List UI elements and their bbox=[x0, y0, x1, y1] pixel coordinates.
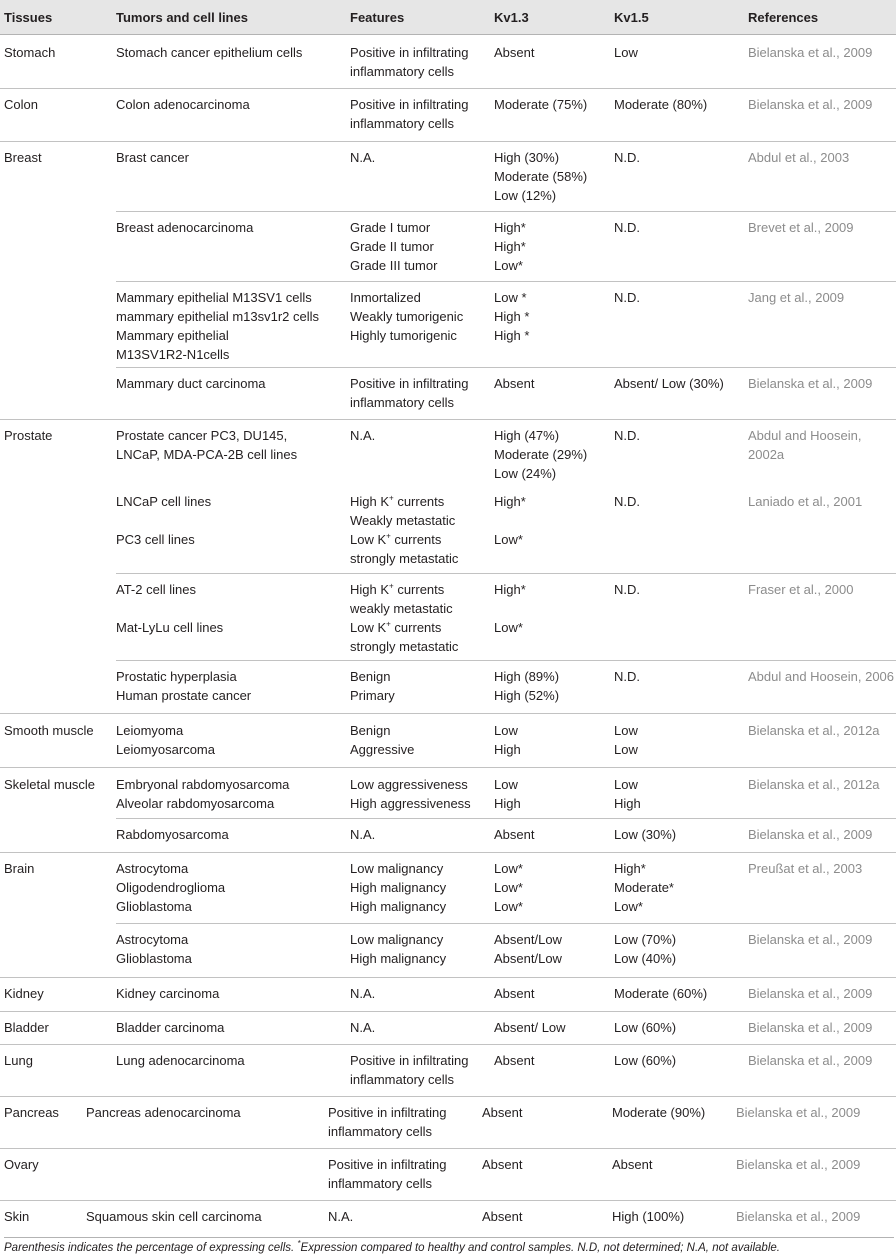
header-references: References bbox=[748, 10, 819, 25]
cell-features: Benign Primary bbox=[350, 669, 395, 703]
cell-tumor: Prostate cancer PC3, DU145, LNCaP, MDA-PCA-2B cell lines bbox=[116, 428, 298, 462]
cell-tumor: Lung adenocarcinoma bbox=[116, 1053, 245, 1068]
cell-tumor: Astrocytoma Oligodendroglioma Glioblastoma bbox=[116, 861, 226, 914]
cell-features: Benign Aggressive bbox=[350, 723, 415, 757]
row-divider bbox=[0, 852, 896, 853]
cell-kv15: N.D. bbox=[614, 150, 640, 165]
cell-ref: Abdul et al., 2003 bbox=[748, 150, 850, 165]
cell-tumor: Mammary duct carcinoma bbox=[116, 376, 266, 391]
row-divider bbox=[0, 713, 896, 714]
cell-ref: Preußat et al., 2003 bbox=[748, 861, 863, 876]
cell-kv15: Moderate (60%) bbox=[614, 986, 708, 1001]
cell-tumor: Breast adenocarcinoma bbox=[116, 220, 254, 235]
table-header bbox=[0, 0, 896, 35]
cell-features: N.A. bbox=[350, 428, 376, 443]
cell-ref: Bielanska et al., 2009 bbox=[748, 45, 873, 60]
cell-tissue: Kidney bbox=[4, 986, 44, 1001]
cell-ref: Bielanska et al., 2009 bbox=[748, 827, 873, 842]
cell-kv15: Moderate (80%) bbox=[614, 97, 708, 112]
cell-features: Low aggressiveness High aggressiveness bbox=[350, 777, 471, 811]
cell-tissue: Skin bbox=[4, 1209, 30, 1224]
cell-tumor: Colon adenocarcinoma bbox=[116, 97, 250, 112]
cell-tumor: Embryonal rabdomyosarcoma Alveolar rabdomyosarcoma bbox=[116, 777, 290, 811]
cell-ref: Bielanska et al., 2009 bbox=[736, 1157, 861, 1172]
cell-tumor: Mammary epithelial M13SV1 cells mammary epithelial m13sv1r2 cells Mammary epithelial M13SV1R2-N1cells bbox=[116, 290, 320, 362]
cell-ref: Jang et al., 2009 bbox=[748, 290, 845, 305]
header-tissues: Tissues bbox=[4, 10, 53, 25]
cell-kv15: Low (60%) bbox=[614, 1053, 677, 1068]
cell-features: N.A. bbox=[350, 827, 376, 842]
cell-kv13: Absent bbox=[494, 986, 535, 1001]
row-divider bbox=[116, 367, 896, 368]
cell-kv15: High (100%) bbox=[612, 1209, 685, 1224]
row-divider bbox=[116, 211, 896, 212]
cell-tissue: Smooth muscle bbox=[4, 723, 94, 738]
footnote bbox=[4, 1237, 894, 1256]
cell-tumor: Brast cancer bbox=[116, 150, 189, 165]
cell-kv13: Moderate (75%) bbox=[494, 97, 588, 112]
row-divider bbox=[116, 923, 896, 924]
row-divider bbox=[0, 419, 896, 420]
row-divider bbox=[0, 88, 896, 89]
cell-tumor: PC3 cell lines bbox=[116, 532, 195, 547]
cell-kv13: Absent bbox=[494, 1053, 535, 1068]
cell-kv13: Absent bbox=[494, 45, 535, 60]
cell-kv15: N.D. bbox=[614, 582, 640, 597]
cell-tumor: Astrocytoma Glioblastoma bbox=[116, 932, 192, 966]
cell-kv15: N.D. bbox=[614, 669, 640, 684]
cell-tumor: Bladder carcinoma bbox=[116, 1020, 225, 1035]
row-divider bbox=[116, 573, 896, 574]
cell-kv13: Low * High * High * bbox=[494, 290, 530, 343]
cell-ref: Bielanska et al., 2009 bbox=[736, 1209, 861, 1224]
cell-ref: Abdul and Hoosein, 2006 bbox=[748, 669, 895, 684]
cell-kv13: Absent bbox=[482, 1105, 523, 1120]
cell-ref: Bielanska et al., 2009 bbox=[748, 97, 873, 112]
cell-features: Positive in infiltrating inflammatory cells bbox=[350, 97, 469, 131]
cell-kv13: Low* bbox=[494, 532, 523, 547]
cell-kv13: Absent bbox=[482, 1209, 523, 1224]
cell-features: Inmortalized Weakly tumorigenic Highly tumorigenic bbox=[350, 290, 464, 343]
cell-ref: Bielanska et al., 2009 bbox=[748, 1020, 873, 1035]
cell-features: Positive in infiltrating inflammatory cells bbox=[350, 45, 469, 79]
cell-ref: Fraser et al., 2000 bbox=[748, 582, 854, 597]
cell-kv15: Moderate (90%) bbox=[612, 1105, 706, 1120]
cell-features: N.A. bbox=[350, 986, 376, 1001]
cell-features: Positive in infiltrating inflammatory cells bbox=[328, 1105, 447, 1139]
cell-tumor: AT-2 cell lines bbox=[116, 582, 196, 597]
row-divider bbox=[116, 281, 896, 282]
cell-features: Grade I tumor Grade II tumor Grade III tumor bbox=[350, 220, 438, 273]
cell-tissue: Ovary bbox=[4, 1157, 39, 1172]
header-kv15: Kv1.5 bbox=[614, 10, 649, 25]
row-divider bbox=[116, 660, 896, 661]
cell-ref: Bielanska et al., 2009 bbox=[748, 932, 873, 947]
cell-ref: Bielanska et al., 2012a bbox=[748, 777, 880, 792]
cell-features: Positive in infiltrating inflammatory cells bbox=[350, 1053, 469, 1087]
cell-tumor: Rabdomyosarcoma bbox=[116, 827, 229, 842]
cell-tissue: Breast bbox=[4, 150, 42, 165]
row-divider bbox=[0, 767, 896, 768]
cell-tumor: Mat-LyLu cell lines bbox=[116, 620, 224, 635]
cell-kv15: Low Low bbox=[614, 723, 638, 757]
header-features: Features bbox=[350, 10, 405, 25]
row-divider bbox=[0, 1011, 896, 1012]
cell-kv13: Low High bbox=[494, 777, 521, 811]
cell-tissue: Stomach bbox=[4, 45, 56, 60]
cell-kv15: Low (70%) Low (40%) bbox=[614, 932, 677, 966]
cell-kv13: High* bbox=[494, 582, 526, 597]
cell-features: Low malignancy High malignancy bbox=[350, 932, 447, 966]
cell-tumor: LNCaP cell lines bbox=[116, 494, 212, 509]
header-kv13: Kv1.3 bbox=[494, 10, 529, 25]
cell-tissue: Pancreas bbox=[4, 1105, 59, 1120]
cell-kv13: High* High* Low* bbox=[494, 220, 526, 273]
cell-features: Low K+ currents strongly metastatic bbox=[350, 531, 459, 566]
cell-features: N.A. bbox=[328, 1209, 354, 1224]
cell-kv15: Low (60%) bbox=[614, 1020, 677, 1035]
cell-kv15: Absent bbox=[612, 1157, 653, 1172]
cell-tumor: Squamous skin cell carcinoma bbox=[86, 1209, 262, 1224]
cell-kv13: Absent bbox=[494, 827, 535, 842]
cell-kv15: Absent/ Low (30%) bbox=[614, 376, 724, 391]
cell-ref: Bielanska et al., 2012a bbox=[748, 723, 880, 738]
cell-kv13: High (30%) Moderate (58%) Low (12%) bbox=[494, 150, 588, 203]
cell-features: Positive in infiltrating inflammatory cells bbox=[350, 376, 469, 410]
cell-tumor: Pancreas adenocarcinoma bbox=[86, 1105, 241, 1120]
cell-ref: Abdul and Hoosein, 2002a bbox=[748, 428, 862, 462]
cell-tissue: Colon bbox=[4, 97, 38, 112]
cell-kv13: High* bbox=[494, 494, 526, 509]
cell-features: High K+ currents Weakly metastatic bbox=[350, 493, 456, 528]
cell-ref: Laniado et al., 2001 bbox=[748, 494, 863, 509]
cell-kv15: Low High bbox=[614, 777, 641, 811]
row-divider bbox=[0, 1044, 896, 1045]
cell-ref: Bielanska et al., 2009 bbox=[736, 1105, 861, 1120]
cell-kv15: Low (30%) bbox=[614, 827, 677, 842]
cell-features: Low malignancy High malignancy High malignancy bbox=[350, 861, 447, 914]
cell-ref: Bielanska et al., 2009 bbox=[748, 376, 873, 391]
cell-ref: Brevet et al., 2009 bbox=[748, 220, 854, 235]
cell-kv13: Absent/Low Absent/Low bbox=[494, 932, 562, 966]
cell-kv15: N.D. bbox=[614, 220, 640, 235]
row-divider bbox=[116, 818, 896, 819]
cell-kv15: High* Moderate* Low* bbox=[614, 861, 674, 914]
cell-kv13: Low* Low* Low* bbox=[494, 861, 523, 914]
cell-kv15: Low bbox=[614, 45, 638, 60]
cell-tumor: Leiomyoma Leiomyosarcoma bbox=[116, 723, 215, 757]
cell-ref: Bielanska et al., 2009 bbox=[748, 986, 873, 1001]
footnote-text: Parenthesis indicates the percentage of expressing cells. *Expression compared to healthy and control samples. N.D, not determined; N.A, not available. bbox=[4, 1239, 780, 1254]
cell-features: High K+ currents weakly metastatic bbox=[350, 581, 453, 616]
cell-tumor: Kidney carcinoma bbox=[116, 986, 220, 1001]
cell-tissue: Prostate bbox=[4, 428, 53, 443]
row-divider bbox=[0, 1200, 896, 1201]
cell-tumor: Prostatic hyperplasia Human prostate cancer bbox=[116, 669, 252, 703]
cell-kv13: Absent/ Low bbox=[494, 1020, 566, 1035]
cell-kv13: High (47%) Moderate (29%) Low (24%) bbox=[494, 428, 588, 481]
header-tumors: Tumors and cell lines bbox=[116, 10, 248, 25]
cell-kv15: N.D. bbox=[614, 290, 640, 305]
cell-kv13: Low* bbox=[494, 620, 523, 635]
cell-features: N.A. bbox=[350, 1020, 376, 1035]
row-divider bbox=[0, 977, 896, 978]
cell-kv13: Low High bbox=[494, 723, 521, 757]
cell-kv13: Absent bbox=[482, 1157, 523, 1172]
cell-ref: Bielanska et al., 2009 bbox=[748, 1053, 873, 1068]
cell-tissue: Skeletal muscle bbox=[4, 777, 96, 792]
cell-tissue: Bladder bbox=[4, 1020, 49, 1035]
cell-features: Positive in infiltrating inflammatory cells bbox=[328, 1157, 447, 1191]
cell-kv13: Absent bbox=[494, 376, 535, 391]
cell-kv15: N.D. bbox=[614, 494, 640, 509]
cell-kv15: N.D. bbox=[614, 428, 640, 443]
cell-tissue: Brain bbox=[4, 861, 35, 876]
cell-kv13: High (89%) High (52%) bbox=[494, 669, 560, 703]
row-divider bbox=[0, 1148, 896, 1149]
cell-tissue: Lung bbox=[4, 1053, 33, 1068]
cell-features: N.A. bbox=[350, 150, 376, 165]
cell-tumor: Stomach cancer epithelium cells bbox=[116, 45, 303, 60]
cell-features: Low K+ currents strongly metastatic bbox=[350, 619, 459, 654]
row-divider bbox=[0, 1096, 896, 1097]
row-divider bbox=[0, 141, 896, 142]
